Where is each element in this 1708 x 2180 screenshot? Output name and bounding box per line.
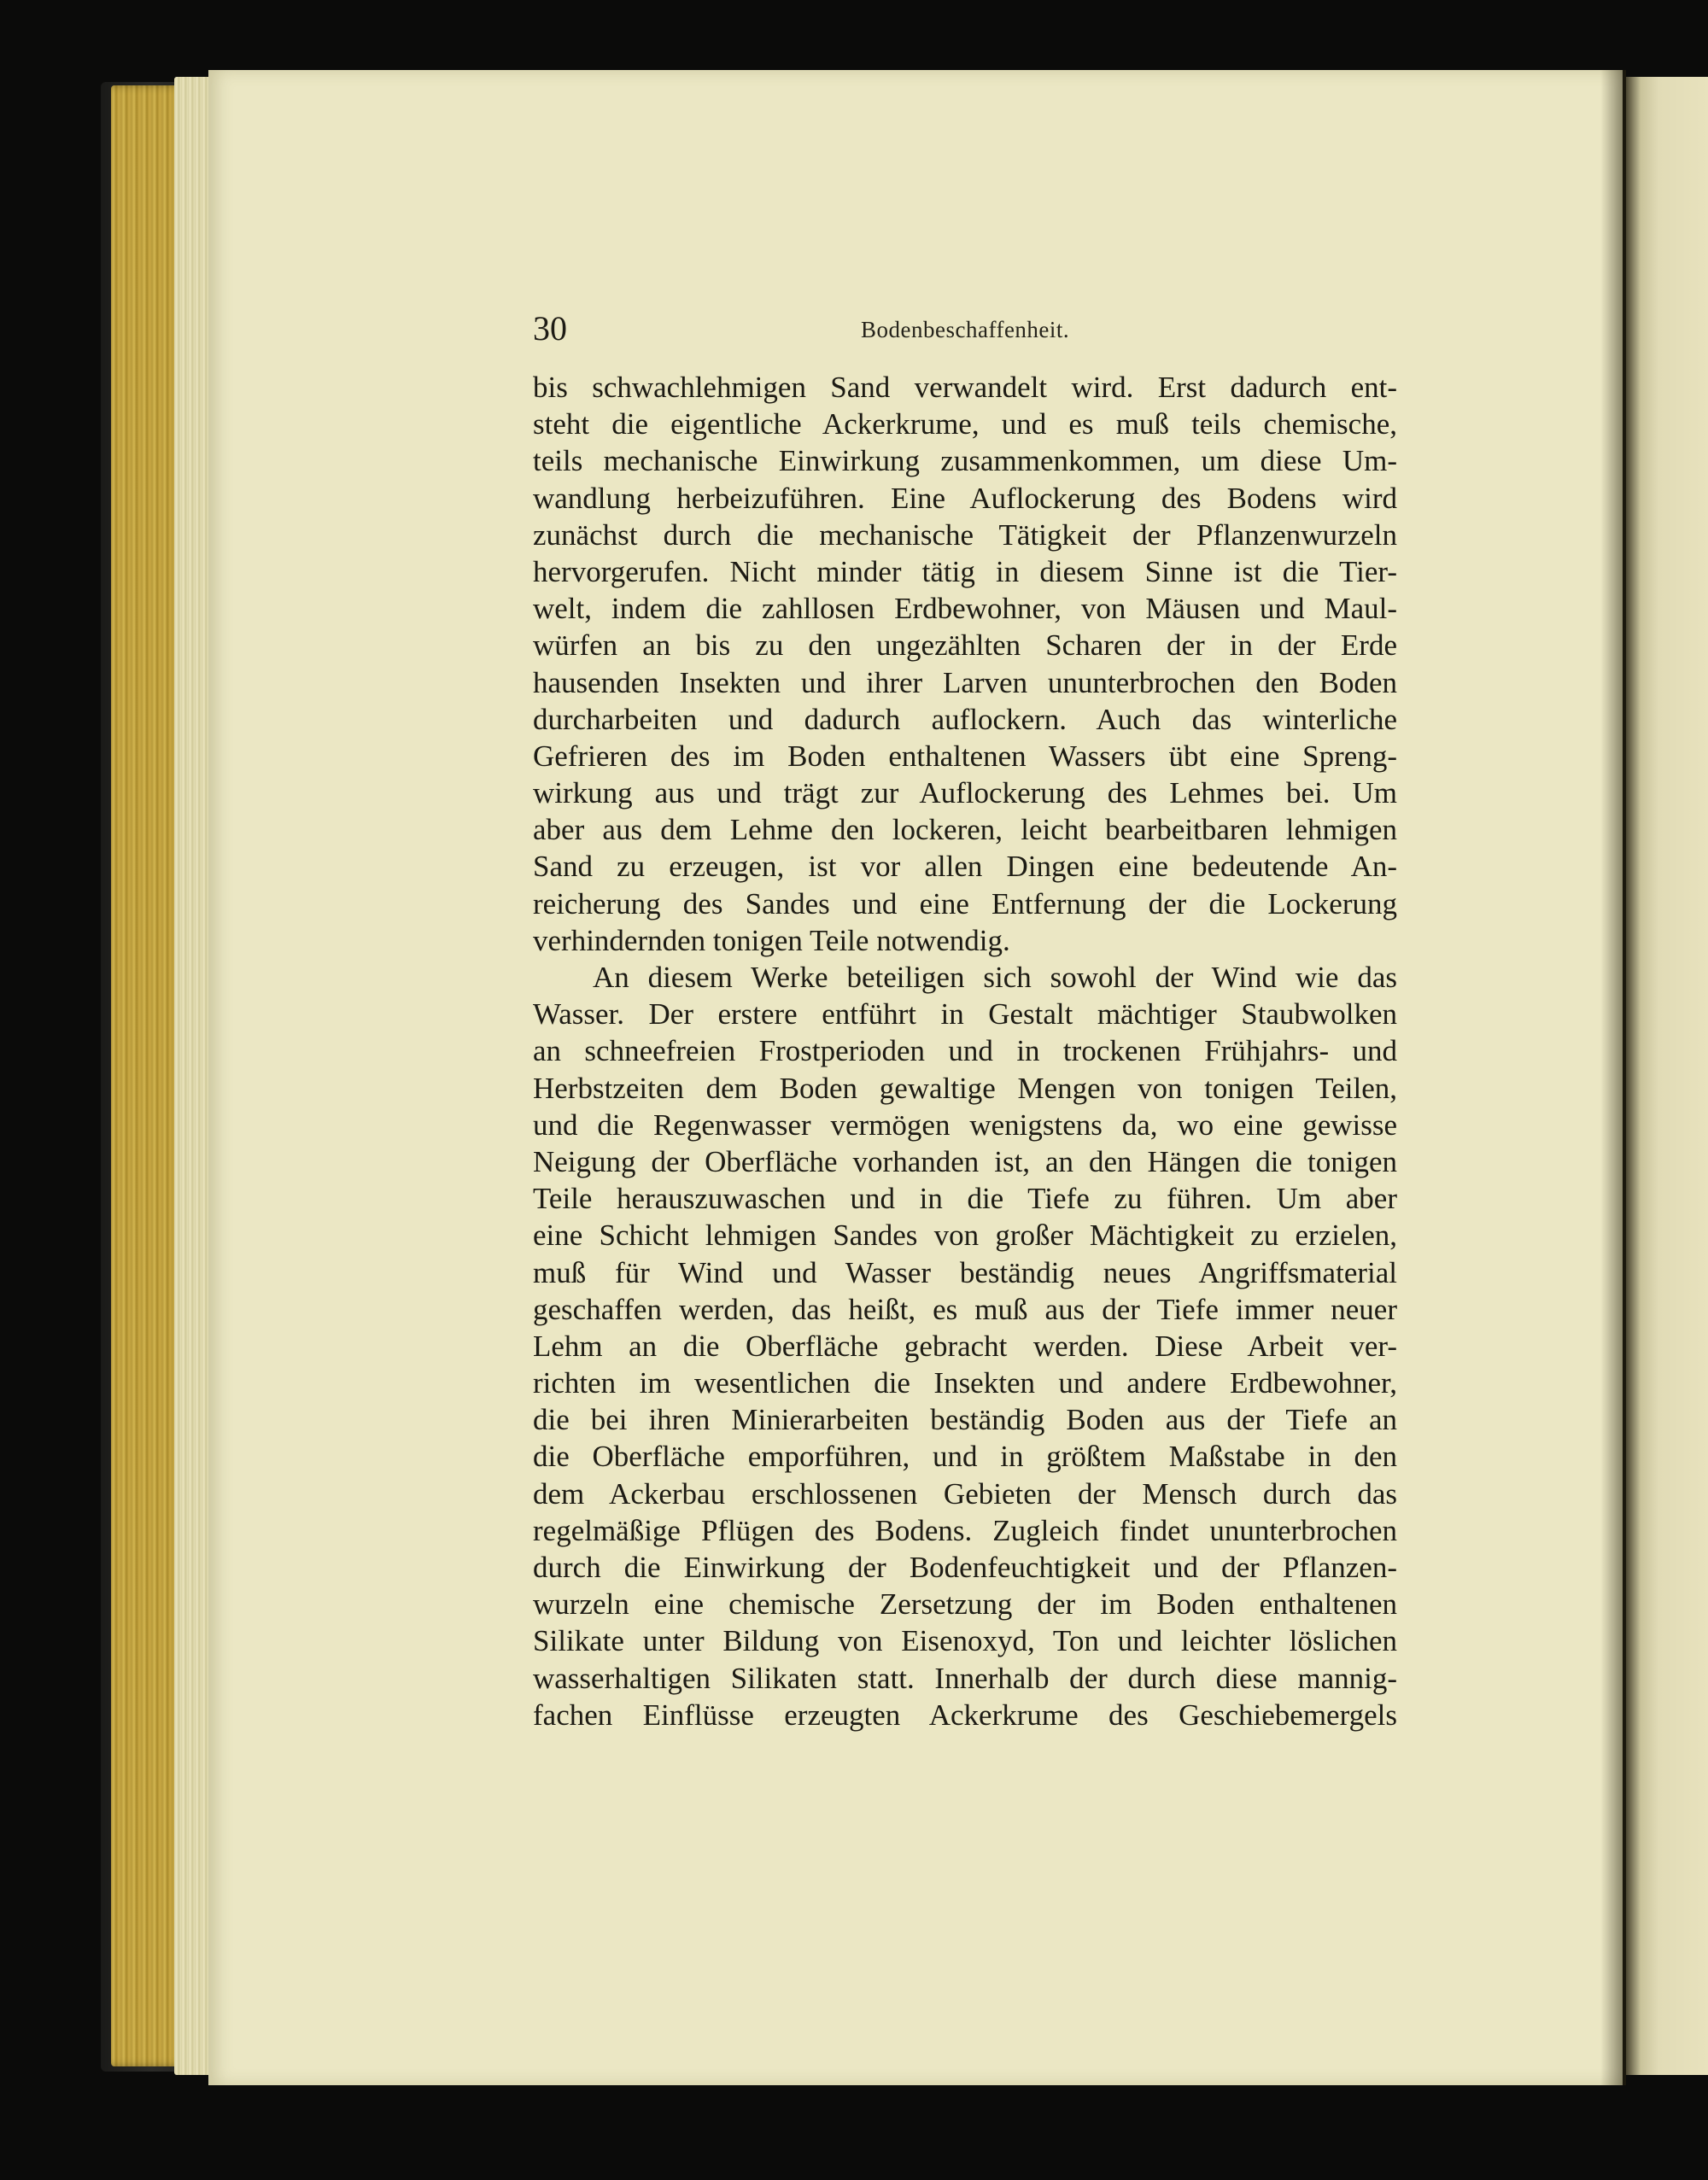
running-head	[533, 307, 1088, 350]
text-line: die bei ihren Minierarbeiten beständig Boden aus der Tiefe an	[533, 1403, 1397, 1437]
page-number: 30	[533, 309, 567, 348]
text-line: Herbstzeiten dem Boden gewaltige Mengen von tonigen Teilen,	[533, 1071, 1397, 1105]
text-line: aber aus dem Lehme den lockeren, leicht bearbeitbaren lehmigen	[533, 813, 1397, 847]
text-line: Silikate unter Bildung von Eisenoxyd, Ton und leichter löslichen	[533, 1624, 1397, 1658]
text-line: An diesem Werke beteiligen sich sowohl der Wind wie das	[593, 961, 1397, 994]
text-line: richten im wesentlichen die Insekten und andere Erdbewohner,	[533, 1366, 1397, 1400]
text-line: die Oberfläche emporführen, und in größtem Maßstabe in den	[533, 1440, 1397, 1474]
text-line: teils mechanische Einwirkung zusammenkommen, um diese Um-	[533, 444, 1397, 478]
text-line: Lehm an die Oberfläche gebracht werden. Diese Arbeit ver-	[533, 1329, 1397, 1363]
text-line: bis schwachlehmigen Sand verwandelt wird. Erst dadurch ent-	[533, 371, 1397, 404]
text-line: Neigung der Oberfläche vorhanden ist, an den Hängen die tonigen	[533, 1144, 1397, 1178]
text-line: hausenden Insekten und ihrer Larven ununterbrochen den Boden	[533, 665, 1397, 699]
text-line: und die Regenwasser vermögen wenigstens da, wo eine gewisse	[533, 1108, 1397, 1142]
body-text	[533, 369, 1397, 1733]
text-line: Wasser. Der erstere entführt in Gestalt mächtiger Staubwolken	[533, 997, 1397, 1032]
paragraph-1	[533, 369, 1397, 959]
gutter-shadow	[1600, 70, 1626, 2085]
running-title: Bodenbeschaffenheit.	[861, 317, 1070, 342]
text-line: würfen an bis zu den ungezählten Scharen der in der Erde	[533, 628, 1397, 663]
text-line: welt, indem die zahllosen Erdbewohner, von Mäusen und Maul-	[533, 592, 1397, 626]
text-line: eine Schicht lehmigen Sandes von großer Mächtigkeit zu erzielen,	[533, 1219, 1397, 1253]
text-line: verhindernden tonigen Teile notwendig.	[533, 923, 1010, 957]
text-line: steht die eigentliche Ackerkrume, und es muß teils chemische,	[533, 407, 1397, 441]
facing-page-edge	[1626, 77, 1708, 2075]
text-line: dem Ackerbau erschlossenen Gebieten der Mensch durch das	[533, 1476, 1397, 1511]
text-line: geschaffen werden, das heißt, es muß aus der Tiefe immer neuer	[533, 1292, 1397, 1326]
text-line: Gefrieren des im Boden enthaltenen Wassers übt eine Spreng-	[533, 739, 1397, 773]
text-line: fachen Einflüsse erzeugten Ackerkrume des Geschiebemergels	[533, 1698, 1397, 1732]
text-line: hervorgerufen. Nicht minder tätig in diesem Sinne ist die Tier-	[533, 554, 1397, 588]
text-line: wirkung aus und trägt zur Auflockerung des Lehmes bei. Um	[533, 776, 1397, 810]
text-line: regelmäßige Pflügen des Bodens. Zugleich findet ununterbrochen	[533, 1513, 1397, 1547]
text-line: Sand zu erzeugen, ist vor allen Dingen eine bedeutende An-	[533, 850, 1397, 884]
text-line: wurzeln eine chemische Zersetzung der im Boden enthaltenen	[533, 1587, 1397, 1622]
text-line: wasserhaltigen Silikaten statt. Innerhalb der durch diese mannig-	[533, 1661, 1397, 1695]
text-line: durch die Einwirkung der Bodenfeuchtigkeit und der Pflanzen-	[533, 1551, 1397, 1584]
text-line: zunächst durch die mechanische Tätigkeit der Pflanzenwurzeln	[533, 517, 1397, 552]
paragraph-2	[533, 959, 1397, 1733]
text-line: durcharbeiten und dadurch auflockern. Auch das winterliche	[533, 702, 1397, 736]
text-line: Teile herauszuwaschen und in die Tiefe zu führen. Um aber	[533, 1182, 1397, 1216]
text-line: an schneefreien Frostperioden und in trockenen Frühjahrs- und	[533, 1034, 1397, 1068]
text-line: wandlung herbeizuführen. Eine Auflockerung des Bodens wird	[533, 481, 1397, 515]
text-line: reicherung des Sandes und eine Entfernung der die Lockerung	[533, 886, 1397, 921]
text-line: muß für Wind und Wasser beständig neues Angriffsmaterial	[533, 1255, 1397, 1289]
